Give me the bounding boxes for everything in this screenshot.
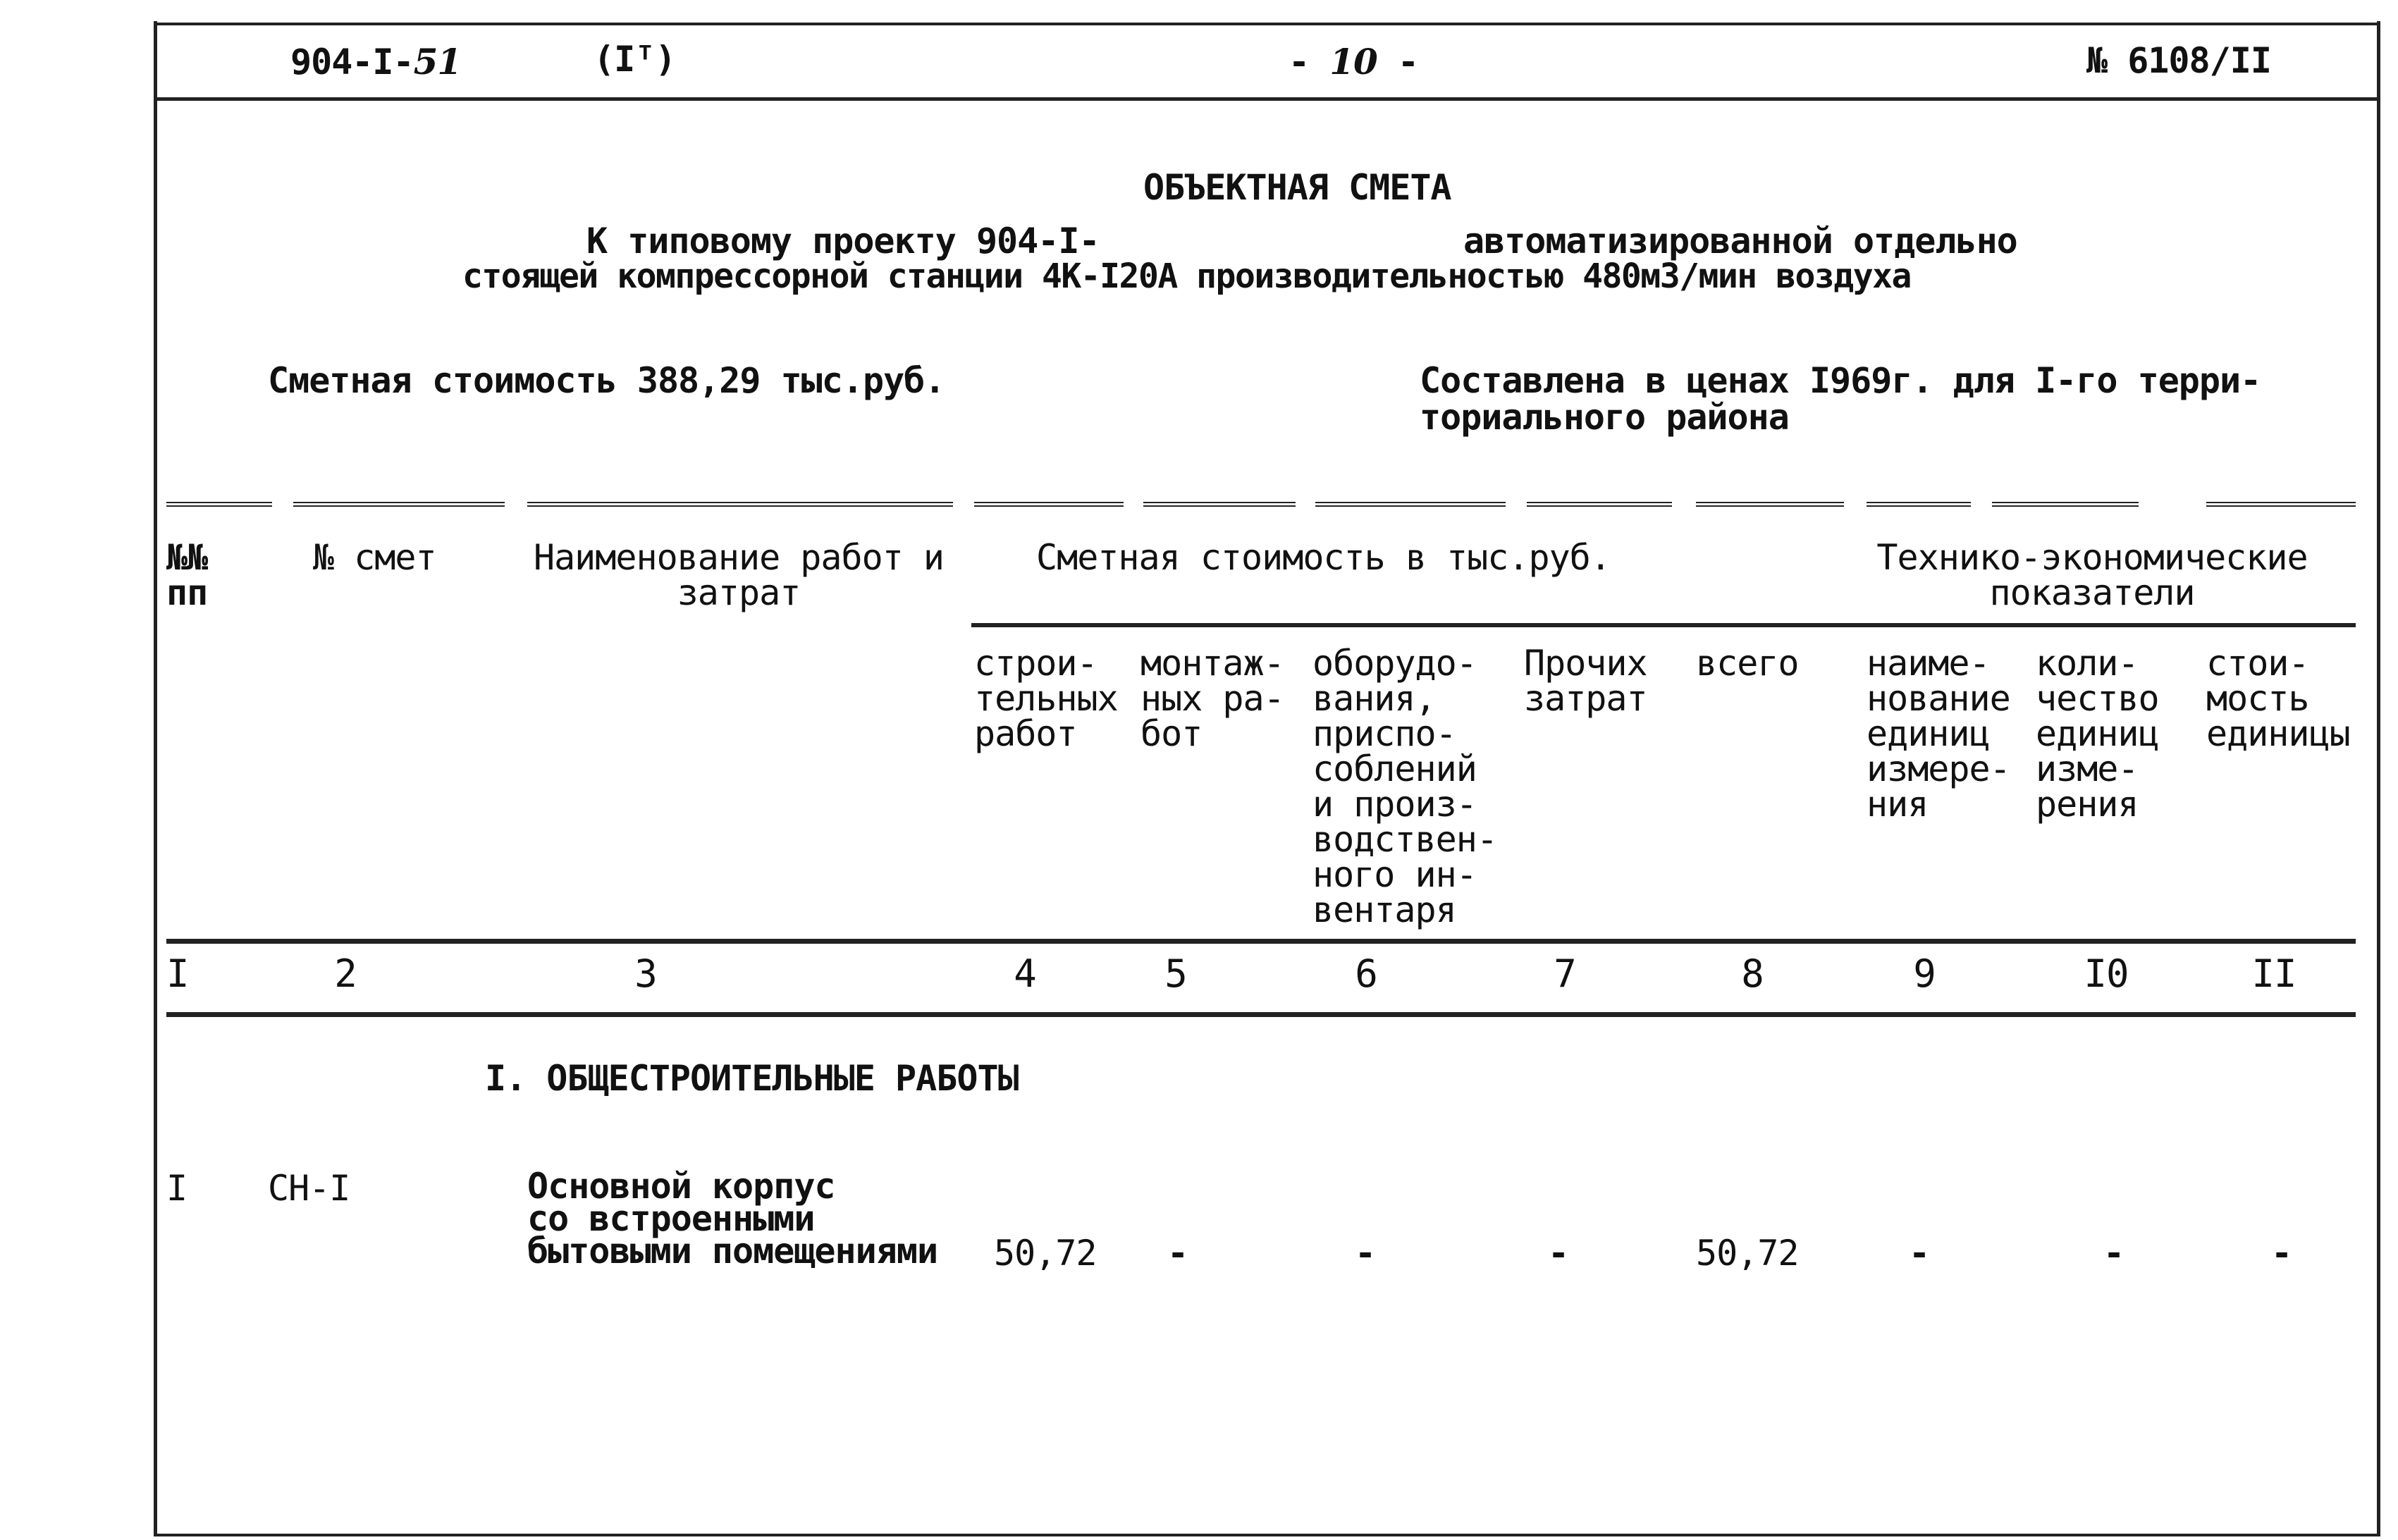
row-1-estimate: СН-I [268,1168,350,1209]
table-top-rule-3 [527,502,953,507]
header-tech-group: Технико-экономические показатели [1876,537,2308,613]
header-unit-quantity: коли- чество единиц изме- рения [2036,643,2159,825]
header-other-costs: Прочих затрат [1524,643,1647,719]
header-unit-cost: стои- мость единицы [2206,643,2350,754]
row-1-total: 50,72 [1696,1233,1799,1274]
frame-bottom-border [154,1534,2380,1536]
table-top-rule-2 [293,502,505,507]
section-title: I. ОБЩЕСТРОИТЕЛЬНЫЕ РАБОТЫ [485,1058,1019,1099]
table-top-rule-7 [1527,502,1672,507]
header-unit-name: наиме- нование единиц измере- ния [1867,643,2010,825]
tech-subheader-rule [971,623,2356,627]
column-number-3: 3 [634,951,657,996]
table-top-rule-8 [1696,502,1844,507]
column-number-5: 5 [1164,951,1187,996]
header-installation-works: монтаж- ных ра- бот [1140,643,1284,754]
row-1-unit-cost: - [2271,1233,2292,1274]
title-line2: стоящей компрессорной станции 4К-I20А производительностью 480м3/мин воздуха [462,257,1911,296]
page-number-prefix: - [1289,42,1330,82]
title-line1-left: К типовому проекту 904-I- [586,221,1100,261]
table-top-rule-10 [1992,502,2139,507]
column-number-7: 7 [1554,951,1576,996]
header-construction-works: строи- тельных работ [974,643,1118,754]
row-1-installation: - [1167,1233,1188,1274]
page-number-suffix: - [1377,42,1419,82]
column-number-11: II [2251,951,2296,996]
prices-basis-line1: Составлена в ценах I969г. для I-го терри- [1420,360,2261,401]
column-number-1: I [166,951,189,996]
frame-top-border [154,23,2380,25]
header-equipment: оборудо- вания, приспо- соблений и произ- водствен- ного ин- вентаря [1312,643,1497,930]
project-code-handwritten: 51 [413,41,462,82]
table-top-rule-4 [974,502,1124,507]
column-number-6: 6 [1355,951,1377,996]
row-1-unit-name: - [1909,1233,1930,1274]
header-cost-group: Сметная стоимость в тыс.руб. [1036,537,1611,578]
document-heading: ОБЪЕКТНАЯ СМЕТА [1143,167,1451,208]
edition-mark: (Iᵀ) [594,39,676,80]
frame-right-border [2377,21,2380,1536]
column-number-9: 9 [1913,951,1936,996]
project-code [290,41,462,82]
header-estimate-number: № смет [313,537,436,578]
table-top-rule-9 [1867,502,1971,507]
row-1-number: I [166,1168,187,1209]
row-1-unit-quantity: - [2103,1233,2125,1274]
row-1-construction: 50,72 [994,1233,1097,1274]
document-number: № 6108/II [2086,40,2271,81]
table-top-rule-11 [2206,502,2356,507]
header-row-number: №№ пп [166,537,208,613]
project-code-printed: 904-I- [290,42,414,82]
row-1-equipment: - [1355,1233,1376,1274]
column-number-4: 4 [1014,951,1036,996]
page-number [1289,41,1419,82]
row-1-other: - [1548,1233,1569,1274]
title-line1-right: автоматизированной отдельно [1463,221,2017,261]
column-number-8: 8 [1741,951,1764,996]
estimated-cost: Сметная стоимость 388,29 тыс.руб. [268,360,945,401]
table-top-rule-6 [1315,502,1506,507]
page-number-handwritten: 10 [1329,41,1377,82]
column-numbers-bottom-rule [166,1012,2356,1017]
header-separator [154,97,2380,101]
frame-left-border [154,21,157,1536]
column-number-2: 2 [334,951,357,996]
header-work-name: Наименование работ и затрат [533,537,945,613]
column-numbers-top-rule [166,939,2356,944]
header-total: всего [1696,643,1799,684]
table-top-rule-1 [166,502,272,507]
row-1-name: Основной корпус со встроенными бытовыми помещениями [527,1166,938,1271]
column-number-10: I0 [2084,951,2129,996]
table-top-rule-5 [1143,502,1296,507]
prices-basis-line2: ториального района [1420,397,1789,438]
